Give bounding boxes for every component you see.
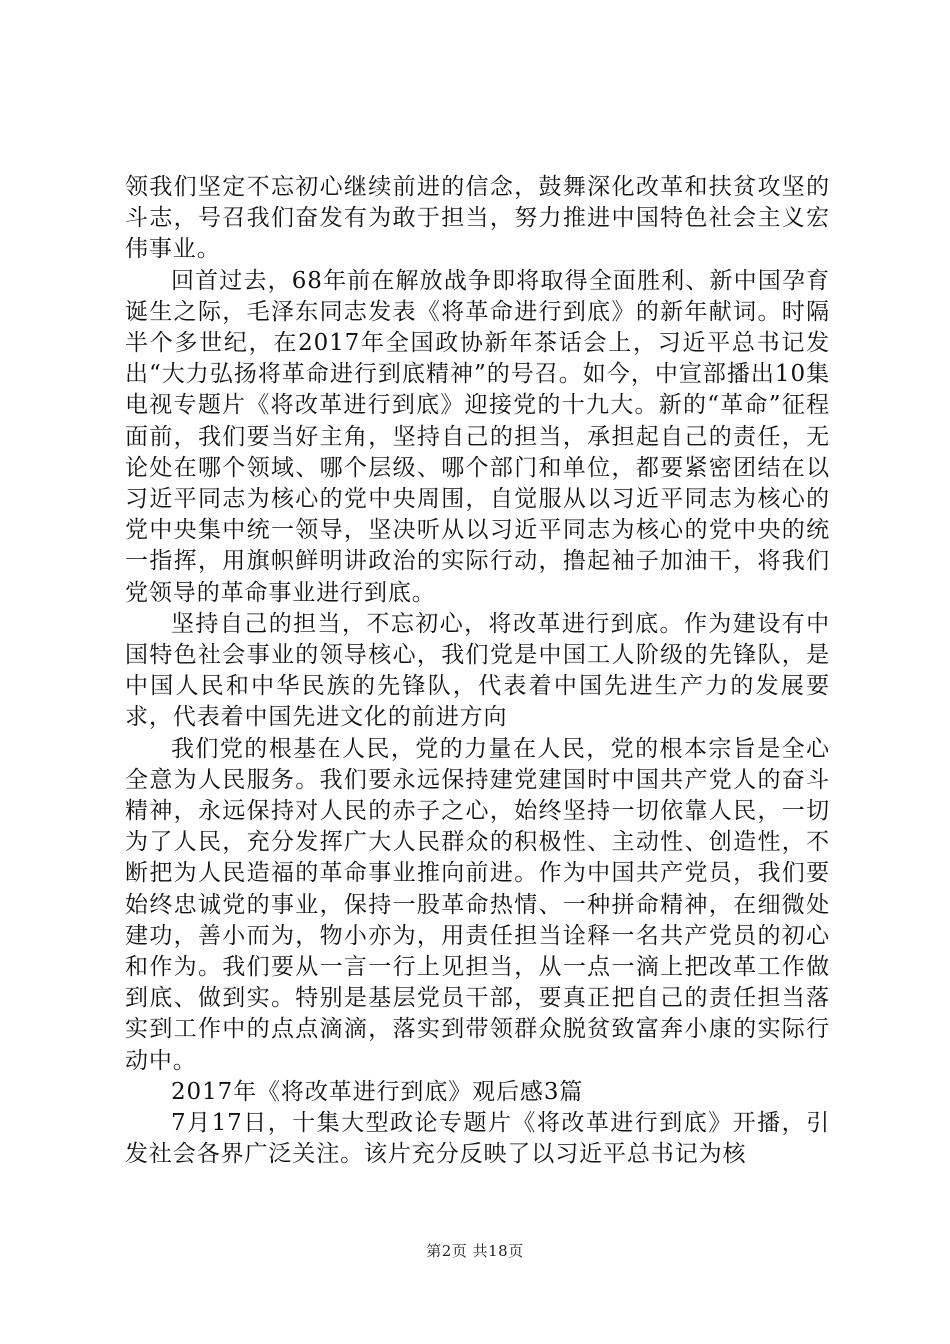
paragraph-looking-back: 回首过去，68年前在解放战争即将取得全面胜利、新中国孕育诞生之际，毛泽东同志发表《将革命进行到底》的新年献词。时隔半个多世纪，在2017年全国政协新年茶话会上，习近平总书记发出“大力弘扬将革命进行到底精神”的号召。如今，中宣部播出10集电视专题片《将改革进行到底》迎接党的十九大。新的“革命”征程面前，我们要当好主角，坚持自己的担当，承担起自己的责任，无论处在哪个领域、哪个层级、哪个部门和单位，都要紧密团结在以习近平同志为核心的党中央周围，自觉服从以习近平同志为核心的党中央集中统一领导，坚决听从以习近平同志为核心的党中央的统一指挥，用旗帜鲜明讲政治的实际行动，撸起袖子加油干，将我们党领导的革命事业进行到底。 <box>125 267 830 606</box>
paragraph-continuation: 领我们坚定不忘初心继续前进的信念，鼓舞深化改革和扶贫攻坚的斗志，号召我们奋发有为敢于担当，努力推进中国特色社会主义宏伟事业。 <box>125 174 830 263</box>
section-heading: 2017年《将改革进行到底》观后感3篇 <box>171 1078 584 1105</box>
document-body <box>125 172 830 1171</box>
page-number-footer: 第2页 共18页 <box>426 1242 524 1260</box>
paragraph-july-broadcast: 7月17日，十集大型政论专题片《将改革进行到底》开播，引发社会各界广泛关注。该片充分反映了以习近平总书记为核 <box>125 1110 830 1168</box>
paragraph-persist-responsibility: 坚持自己的担当，不忘初心，将改革进行到底。作为建设有中国特色社会事业的领导核心，我们党是中国工人阶级的先锋队，是中国人民和中华民族的先锋队，代表着中国先进生产力的发展要求，代表着中国先进文化的前进方向 <box>125 610 830 731</box>
paragraph-party-roots: 我们党的根基在人民，党的力量在人民，党的根本宗旨是全心全意为人民服务。我们要永远保持建党建国时中国共产党人的奋斗精神，永远保持对人民的赤子之心，始终坚持一切依靠人民，一切为了人民，充分发挥广大人民群众的积极性、主动性、创造性，不断把为人民造福的革命事业推向前进。作为中国共产党员，我们要始终忠诚党的事业，保持一股革命热情、一种拼命精神，在细微处建功，善小而为，物小亦为，用责任担当诠释一名共产党员的初心和作为。我们要从一言一行上见担当，从一点一滴上把改革工作做到底、做到实。特别是基层党员干部，要真正把自己的责任担当落实到工作中的点点滴滴，落实到带领群众脱贫致富奔小康的实际行动中。 <box>125 735 830 1074</box>
